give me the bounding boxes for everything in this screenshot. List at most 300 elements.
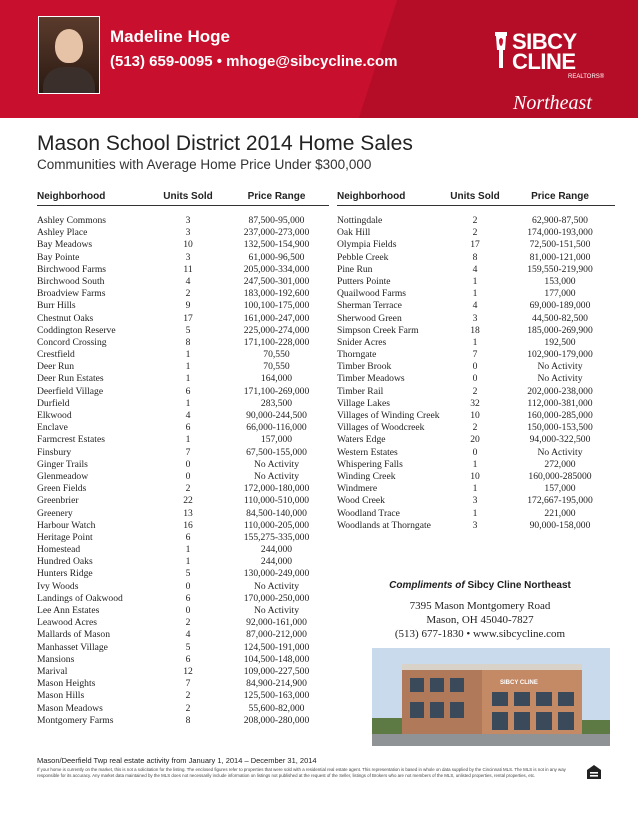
table-row	[37, 666, 329, 678]
table-row	[337, 325, 615, 337]
neighborhood-cell: Coddington Reserve	[37, 324, 116, 336]
units-cell: 2	[185, 483, 191, 495]
table-row	[37, 508, 329, 520]
table-row	[337, 349, 615, 361]
neighborhood-cell: Lee Ann Estates	[37, 605, 100, 616]
price-cell: 94,000-322,500	[529, 434, 591, 446]
price-cell: 100,100-175,000	[243, 300, 310, 312]
table-row	[37, 556, 329, 568]
neighborhood-cell: Village Lakes	[337, 397, 390, 409]
units-cell: 11	[183, 263, 193, 275]
units-cell: 10	[470, 470, 480, 482]
neighborhood-cell: Pebble Creek	[337, 251, 389, 263]
table-row	[337, 398, 615, 410]
price-cell: 92,000-161,000	[246, 617, 307, 629]
price-cell: 104,500-148,000	[243, 653, 310, 665]
units-cell: 1	[472, 275, 478, 287]
table-row	[37, 483, 329, 495]
price-cell: 69,000-189,000	[529, 300, 591, 312]
table-row	[337, 508, 615, 520]
units-cell: 0	[185, 470, 191, 482]
neighborhood-cell: Olympia Fields	[337, 239, 397, 251]
price-cell: 202,000-238,000	[527, 385, 593, 397]
table-row	[337, 215, 615, 227]
table-row	[337, 520, 615, 532]
col-units: Units Sold	[163, 191, 213, 202]
price-cell: 112,000-381,000	[527, 397, 593, 409]
units-cell: 1	[185, 434, 191, 446]
units-cell: 10	[470, 410, 480, 421]
neighborhood-cell: Landings of Oakwood	[37, 592, 123, 604]
price-cell: 171,100-269,000	[243, 385, 310, 397]
units-cell: 4	[185, 410, 191, 421]
price-cell: 172,000-180,000	[243, 483, 310, 495]
units-cell: 2	[185, 690, 191, 702]
neighborhood-cell: Mason Heights	[37, 678, 96, 690]
price-cell: 61,000-96,500	[248, 251, 305, 263]
units-cell: 3	[185, 251, 191, 263]
neighborhood-cell: Crestfield	[37, 349, 75, 361]
sales-table-right	[337, 191, 615, 532]
units-cell: 3	[472, 312, 478, 324]
table-row	[37, 227, 329, 239]
units-cell: 22	[183, 495, 193, 507]
price-cell: No Activity	[537, 446, 583, 458]
units-cell: 2	[185, 702, 191, 714]
neighborhood-cell: Burr Hills	[37, 300, 76, 312]
equal-housing-icon	[586, 764, 602, 780]
units-cell: 5	[185, 641, 191, 653]
table-row	[37, 459, 329, 471]
table-row	[337, 447, 615, 459]
units-cell: 17	[183, 312, 193, 324]
neighborhood-cell: Ashley Commons	[37, 215, 107, 226]
neighborhood-cell: Finsbury	[37, 446, 72, 458]
neighborhood-cell: Timber Brook	[337, 361, 392, 373]
price-cell: No Activity	[253, 605, 300, 616]
table-row	[37, 568, 329, 580]
neighborhood-cell: Farmcrest Estates	[37, 434, 105, 446]
price-cell: 70,550	[263, 361, 290, 373]
price-cell: 237,000-273,000	[243, 227, 310, 239]
sales-table-left	[37, 191, 329, 727]
logo-line2: CLINE	[512, 49, 576, 74]
price-cell: 172,667-195,000	[527, 495, 593, 507]
price-cell: 132,500-154,900	[243, 239, 310, 251]
table-header	[37, 191, 329, 206]
compliments-block	[345, 580, 615, 641]
logo-line1: SIBCY	[512, 29, 577, 54]
table-row	[37, 654, 329, 666]
units-cell: 1	[185, 373, 191, 385]
price-cell: 66,000-116,000	[246, 422, 307, 434]
neighborhood-cell: Homestead	[37, 544, 81, 556]
neighborhood-cell: Mallards of Mason	[37, 629, 111, 641]
units-cell: 10	[183, 239, 193, 251]
table-row	[37, 264, 329, 276]
price-cell: 160,000-285,000	[527, 410, 593, 421]
col-neighborhood: Neighborhood	[337, 191, 406, 202]
table-row	[37, 581, 329, 593]
table-row	[37, 215, 329, 227]
table-row	[37, 325, 329, 337]
table-row	[37, 300, 329, 312]
units-cell: 1	[185, 544, 191, 556]
price-cell: 125,500-163,000	[243, 690, 310, 702]
units-cell: 7	[472, 349, 478, 361]
neighborhood-cell: Timber Rail	[337, 385, 384, 397]
table-row	[37, 313, 329, 325]
table-row	[337, 386, 615, 398]
price-cell: 208,000-280,000	[243, 714, 310, 726]
neighborhood-cell: Sherman Terrace	[337, 300, 402, 312]
office-address-line2: Mason, OH 45040-7827	[426, 614, 534, 626]
price-cell: 70,550	[263, 349, 290, 361]
neighborhood-cell: Western Estates	[337, 446, 398, 458]
price-cell: 153,000	[544, 275, 576, 287]
units-cell: 0	[472, 446, 478, 458]
units-cell: 5	[185, 324, 191, 336]
price-cell: 150,000-153,500	[527, 422, 593, 434]
table-row	[337, 239, 615, 251]
table-row	[37, 337, 329, 349]
price-cell: 225,000-274,000	[243, 324, 310, 336]
col-units: Units Sold	[450, 191, 500, 202]
table-row	[37, 349, 329, 361]
table-row	[37, 629, 329, 641]
units-cell: 4	[472, 300, 478, 312]
neighborhood-cell: Greenbrier	[37, 495, 79, 507]
agent-photo	[38, 16, 100, 94]
neighborhood-cell: Ashley Place	[37, 227, 88, 239]
table-row	[337, 434, 615, 446]
price-cell: 160,000-285000	[528, 470, 592, 482]
units-cell: 8	[472, 251, 478, 263]
neighborhood-cell: Putters Pointe	[337, 275, 391, 287]
neighborhood-cell: Glenmeadow	[37, 470, 89, 482]
units-cell: 32	[470, 397, 480, 409]
office-phone-web: (513) 677-1830 • www.sibcycline.com	[394, 628, 566, 640]
office-address-line1: 7395 Mason Montgomery Road	[409, 600, 551, 612]
price-cell: 164,000	[260, 373, 293, 385]
units-cell: 6	[185, 531, 191, 543]
price-cell: 283,500	[260, 397, 293, 409]
neighborhood-cell: Pine Run	[337, 263, 373, 275]
price-cell: No Activity	[537, 373, 583, 385]
compliments-title	[345, 580, 615, 591]
col-neighborhood: Neighborhood	[37, 191, 106, 202]
neighborhood-cell: Winding Creek	[337, 470, 396, 482]
table-row	[37, 678, 329, 690]
neighborhood-cell: Simpson Creek Farm	[337, 324, 419, 336]
neighborhood-cell: Green Fields	[37, 483, 87, 495]
neighborhood-cell: Birchwood Farms	[37, 263, 107, 275]
table-row	[337, 483, 615, 495]
table-row	[37, 715, 329, 727]
units-cell: 3	[185, 215, 191, 226]
table-row	[337, 288, 615, 300]
price-cell: 221,000	[544, 507, 576, 519]
units-cell: 13	[183, 507, 193, 519]
col-price: Price Range	[531, 191, 589, 202]
table-rows	[37, 215, 329, 727]
table-row	[337, 227, 615, 239]
units-cell: 8	[185, 336, 191, 348]
table-row	[37, 398, 329, 410]
units-cell: 1	[472, 483, 478, 495]
page-title: Mason School District 2014 Home Sales	[37, 132, 413, 155]
price-cell: 110,000-510,000	[243, 495, 310, 507]
units-cell: 7	[185, 678, 191, 690]
header-banner	[0, 0, 638, 118]
units-cell: 0	[472, 361, 478, 373]
units-cell: 0	[185, 605, 191, 616]
neighborhood-cell: Manhasset Village	[37, 641, 108, 653]
price-cell: No Activity	[537, 361, 583, 373]
neighborhood-cell: Mansions	[37, 653, 75, 665]
price-cell: 192,500	[544, 336, 576, 348]
table-row	[37, 373, 329, 385]
table-row	[337, 459, 615, 471]
units-cell: 2	[185, 288, 191, 300]
table-row	[37, 642, 329, 654]
price-cell: 124,500-191,000	[243, 641, 310, 653]
price-cell: 84,500-140,000	[246, 507, 307, 519]
brand-logo	[512, 29, 577, 74]
price-cell: 72,500-151,500	[529, 239, 591, 251]
neighborhood-cell: Chestnut Oaks	[37, 312, 94, 324]
neighborhood-cell: Leawood Acres	[37, 617, 97, 629]
table-row	[37, 239, 329, 251]
units-cell: 8	[185, 714, 191, 726]
table-row	[37, 447, 329, 459]
table-row	[37, 471, 329, 483]
units-cell: 7	[185, 446, 191, 458]
agent-contact: (513) 659-0095 • mhoge@sibcycline.com	[110, 53, 398, 70]
units-cell: 1	[472, 336, 478, 348]
price-cell: 55,600-82,000	[248, 702, 305, 714]
neighborhood-cell: Deer Run	[37, 361, 75, 373]
neighborhood-cell: Ginger Trails	[37, 458, 88, 470]
table-row	[37, 276, 329, 288]
price-cell: 185,000-269,900	[527, 324, 593, 336]
units-cell: 1	[472, 458, 478, 470]
col-price: Price Range	[247, 191, 306, 202]
price-cell: 183,000-192,600	[243, 288, 310, 300]
neighborhood-cell: Villages of Woodcreek	[337, 422, 425, 434]
neighborhood-cell: Broadview Farms	[37, 288, 106, 300]
table-row	[37, 252, 329, 264]
neighborhood-cell: Whispering Falls	[337, 458, 403, 470]
agent-face	[55, 29, 83, 63]
table-rows	[337, 215, 615, 532]
neighborhood-cell: Snider Acres	[337, 336, 387, 348]
table-header	[337, 191, 615, 206]
price-cell: 102,900-179,000	[527, 349, 593, 361]
neighborhood-cell: Heritage Point	[37, 531, 93, 543]
table-row	[337, 471, 615, 483]
price-cell: No Activity	[253, 580, 300, 592]
table-row	[337, 373, 615, 385]
table-row	[37, 410, 329, 422]
table-row	[337, 276, 615, 288]
units-cell: 20	[470, 434, 480, 446]
units-cell: 1	[472, 288, 478, 300]
units-cell: 2	[185, 617, 191, 629]
price-cell: 177,000	[544, 288, 576, 300]
table-row	[37, 288, 329, 300]
price-cell: No Activity	[253, 470, 300, 482]
neighborhood-cell: Hunters Ridge	[37, 568, 93, 580]
table-row	[37, 532, 329, 544]
table-row	[37, 386, 329, 398]
neighborhood-cell: Quailwood Farms	[337, 288, 407, 300]
neighborhood-cell: Concord Crossing	[37, 336, 107, 348]
table-row	[337, 410, 615, 422]
price-cell: 157,000	[260, 434, 293, 446]
units-cell: 16	[183, 519, 193, 531]
office-building-photo	[372, 648, 610, 746]
neighborhood-cell: Mason Hills	[37, 690, 85, 702]
price-cell: 244,000	[260, 556, 293, 568]
table-row	[337, 252, 615, 264]
price-cell: 171,100-228,000	[243, 336, 310, 348]
price-cell: 87,000-212,000	[246, 629, 307, 641]
units-cell: 1	[472, 507, 478, 519]
units-cell: 1	[185, 397, 191, 409]
price-cell: 81,000-121,000	[529, 251, 591, 263]
table-row	[37, 434, 329, 446]
logo-region: Northeast	[513, 92, 592, 114]
price-cell: 90,000-158,000	[529, 519, 591, 531]
neighborhood-cell: Sherwood Green	[337, 312, 402, 324]
neighborhood-cell: Nottingdale	[337, 215, 383, 226]
table-row	[37, 361, 329, 373]
units-cell: 2	[472, 385, 478, 397]
table-row	[337, 361, 615, 373]
neighborhood-cell: Hundred Oaks	[37, 556, 93, 568]
neighborhood-cell: Windmere	[337, 483, 378, 495]
neighborhood-cell: Birchwood South	[37, 275, 105, 287]
units-cell: 1	[185, 349, 191, 361]
table-row	[337, 495, 615, 507]
building-sign: SIBCY CLINE	[500, 680, 538, 686]
units-cell: 6	[185, 385, 191, 397]
units-cell: 3	[472, 519, 478, 531]
units-cell: 5	[185, 568, 191, 580]
table-row	[37, 544, 329, 556]
units-cell: 18	[470, 324, 480, 336]
table-row	[337, 337, 615, 349]
neighborhood-cell: Woodland Trace	[337, 507, 400, 519]
neighborhood-cell: Deer Run Estates	[37, 373, 104, 385]
price-cell: 244,000	[260, 544, 293, 556]
units-cell: 6	[185, 653, 191, 665]
compliments-prefix: Compliments of	[389, 580, 465, 591]
table-row	[37, 690, 329, 702]
page-subtitle: Communities with Average Home Price Under $300,000	[37, 157, 372, 172]
price-cell: 62,900-87,500	[532, 215, 588, 226]
price-cell: 272,000	[544, 458, 576, 470]
price-cell: 205,000-334,000	[243, 263, 310, 275]
table-row	[337, 422, 615, 434]
lamp-icon	[492, 30, 510, 70]
units-cell: 2	[472, 422, 478, 434]
units-cell: 1	[185, 361, 191, 373]
units-cell: 2	[472, 215, 478, 226]
neighborhood-cell: Greenery	[37, 507, 73, 519]
neighborhood-cell: Bay Pointe	[37, 251, 80, 263]
neighborhood-cell: Ivy Woods	[37, 580, 79, 592]
price-cell: No Activity	[253, 458, 300, 470]
neighborhood-cell: Elkwood	[37, 410, 72, 421]
neighborhood-cell: Wood Creek	[337, 495, 385, 507]
price-cell: 110,000-205,000	[243, 519, 310, 531]
price-cell: 44,500-82,500	[532, 312, 588, 324]
price-cell: 67,500-155,000	[246, 446, 307, 458]
footer-note: Mason/Deerfield Twp real estate activity from January 1, 2014 – December 31, 2014	[37, 756, 317, 765]
units-cell: 0	[472, 373, 478, 385]
units-cell: 3	[185, 227, 191, 239]
neighborhood-cell: Durfield	[37, 397, 70, 409]
units-cell: 4	[185, 629, 191, 641]
units-cell: 17	[470, 239, 480, 251]
price-cell: 174,000-193,000	[527, 227, 593, 239]
price-cell: 90,000-244,500	[246, 410, 307, 421]
price-cell: 155,275-335,000	[243, 531, 310, 543]
table-row	[337, 300, 615, 312]
neighborhood-cell: Waters Edge	[337, 434, 386, 446]
units-cell: 0	[185, 580, 191, 592]
disclaimer: If your home is currently on the market, this is not a solicitation for the listing. The enclosed figures refer to properties that were sold with a residential real estate agent. This representation is based in whole on data supplied by the Cincinnati MLS. The MLS is not in any way responsible for its accuracy. Any market data maintained by the MLS does not necessarily include information on listings not published at the request of the Seller, listings of Brokers who are not members of the MLS, unlisted properties, rental properties, etc.	[37, 767, 566, 778]
agent-shoulders	[43, 67, 95, 94]
units-cell: 12	[183, 665, 193, 677]
neighborhood-cell: Thorngate	[337, 349, 377, 361]
table-row	[37, 422, 329, 434]
neighborhood-cell: Deerfield Village	[37, 385, 104, 397]
table-row	[337, 264, 615, 276]
price-cell: 159,550-219,900	[527, 263, 593, 275]
neighborhood-cell: Harbour Watch	[37, 519, 96, 531]
units-cell: 4	[185, 275, 191, 287]
neighborhood-cell: Bay Meadows	[37, 239, 93, 251]
price-cell: 109,000-227,500	[243, 665, 310, 677]
units-cell: 2	[472, 227, 478, 239]
price-cell: 170,000-250,000	[243, 592, 310, 604]
table-row	[337, 313, 615, 325]
price-cell: 84,900-214,900	[246, 678, 307, 690]
table-row	[37, 593, 329, 605]
neighborhood-cell: Montgomery Farms	[37, 714, 114, 726]
neighborhood-cell: Timber Meadows	[337, 373, 405, 385]
units-cell: 3	[472, 495, 478, 507]
logo-realtors: REALTORS®	[568, 74, 605, 80]
table-row	[37, 605, 329, 617]
units-cell: 4	[472, 263, 478, 275]
price-cell: 87,500-95,000	[248, 215, 305, 226]
units-cell: 6	[185, 592, 191, 604]
units-cell: 0	[185, 458, 191, 470]
neighborhood-cell: Woodlands at Thorngate	[337, 519, 431, 531]
price-cell: 157,000	[544, 483, 576, 495]
price-cell: 130,000-249,000	[243, 568, 310, 580]
neighborhood-cell: Mason Meadows	[37, 702, 103, 714]
price-cell: 161,000-247,000	[243, 312, 310, 324]
table-row	[37, 520, 329, 532]
price-cell: 247,500-301,000	[243, 275, 310, 287]
neighborhood-cell: Enclave	[37, 422, 68, 434]
neighborhood-cell: Marival	[37, 665, 68, 677]
